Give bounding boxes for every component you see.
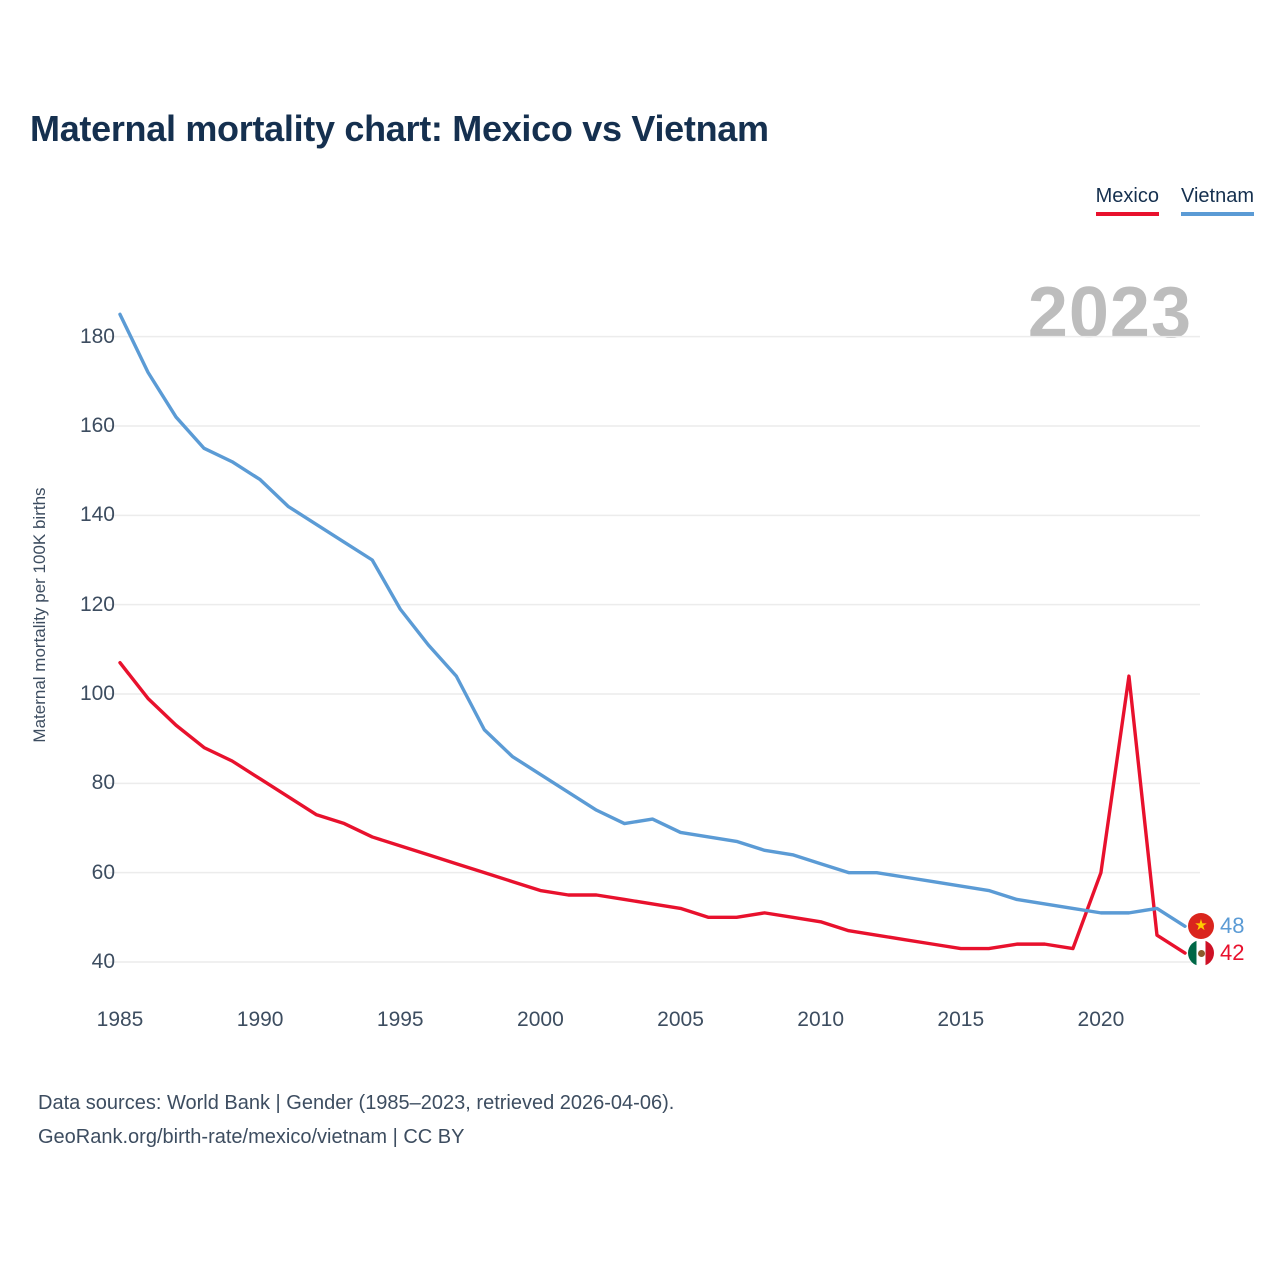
page-title: Maternal mortality chart: Mexico vs Vietnam [30,108,769,149]
series-line-vietnam [120,314,1185,926]
footer-sources [38,1086,674,1154]
legend-label-mexico: Mexico [1095,185,1159,207]
x-tick-label: 2010 [797,1008,845,1031]
legend-label-vietnam: Vietnam [1180,185,1254,207]
x-tick-label: 2005 [657,1008,704,1031]
y-tick-label: 180 [79,324,115,348]
endpoint-vietnam [1188,913,1244,939]
y-tick-label: 160 [79,414,115,437]
y-tick-label: 60 [91,860,115,884]
endpoint-mexico [1188,940,1244,966]
series-lines [120,314,1185,953]
x-tick-label: 1985 [96,1008,144,1031]
series-line-mexico [120,663,1185,953]
x-tick-label: 1995 [376,1008,424,1031]
vietnam-flag-icon: ★ [1188,913,1214,939]
y-tick-label: 80 [91,771,115,795]
endpoint-value-mexico: 42 [1220,940,1245,966]
y-tick-label: 100 [79,682,115,705]
mexico-flag-icon [1188,940,1214,966]
gridlines [108,337,1200,962]
y-axis-title: Maternal mortality per 100K births [30,487,49,743]
y-tick-label: 120 [79,592,115,616]
footer-line-1: Data sources: World Bank | Gender (1985–2023, retrieved 2026-04-06). [38,1092,675,1114]
x-tick-label: 2020 [1077,1008,1125,1031]
x-tick-label: 2015 [937,1008,985,1031]
y-tick-label: 40 [91,950,115,973]
x-tick-label: 2000 [517,1008,564,1031]
x-axis-ticks [0,1008,1280,1048]
footer-line-2: GeoRank.org/birth-rate/mexico/vietnam | CC BY [38,1126,465,1148]
y-tick-label: 140 [79,503,115,527]
x-tick-label: 1990 [236,1008,284,1031]
year-watermark: 2023 [1027,273,1192,353]
endpoint-value-vietnam: 48 [1220,913,1245,939]
